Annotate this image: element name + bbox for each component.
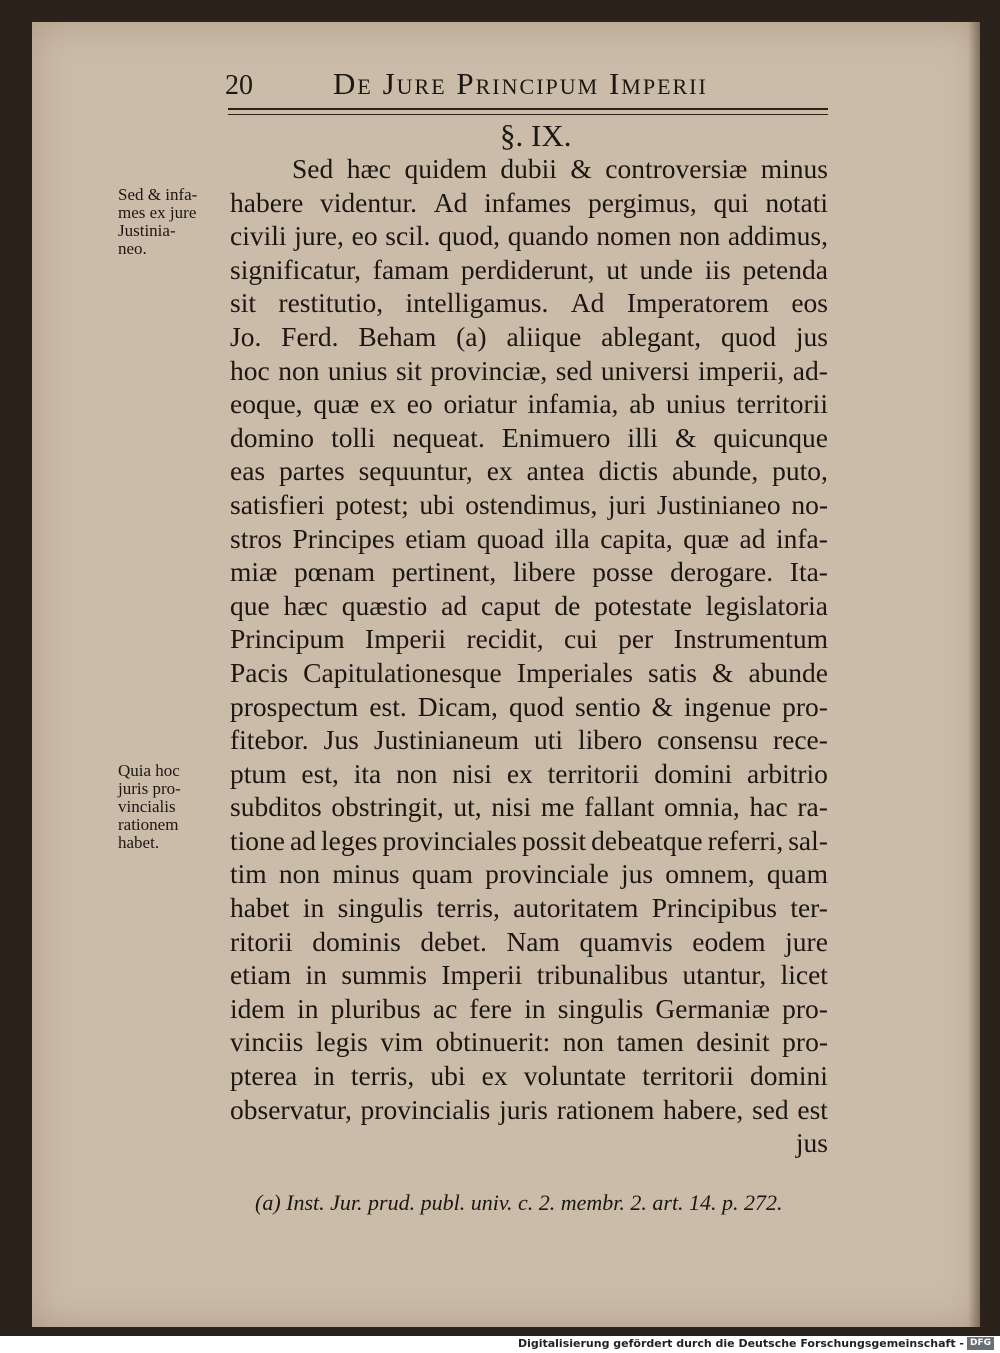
- word: capita,: [600, 522, 673, 554]
- word: sal-: [788, 824, 828, 856]
- footnote: (a) Inst. Jur. prud. publ. univ. c. 2. membr. 2. art. 14. p. 272.: [255, 1190, 783, 1215]
- word: ac: [432, 992, 458, 1024]
- word: est: [797, 1093, 828, 1125]
- word: quod,: [438, 220, 500, 252]
- word: tamen: [616, 1026, 684, 1058]
- text-line: [230, 186, 828, 220]
- word: jure,: [294, 220, 344, 252]
- word: consensu: [657, 724, 758, 756]
- word: unius: [327, 354, 388, 386]
- text-line: [230, 656, 828, 690]
- word: jure: [785, 925, 828, 957]
- word: imperii,: [697, 354, 785, 386]
- word: intelligamus.: [405, 287, 549, 319]
- text-line: [230, 925, 828, 959]
- text-line: [230, 891, 828, 925]
- word: est,: [301, 757, 339, 789]
- word: dubii: [500, 153, 557, 184]
- word: stros: [230, 522, 282, 554]
- word: Ad: [433, 186, 468, 218]
- word: fallant: [584, 791, 655, 823]
- page-edge-shadow: [968, 22, 980, 1327]
- text-line: [230, 320, 828, 354]
- word: abunde,: [671, 455, 759, 487]
- text-line: [230, 454, 828, 488]
- margin-note-line: Justinia-: [118, 221, 176, 240]
- word: ex: [506, 757, 533, 789]
- word: jus: [795, 320, 828, 352]
- word: ablegant,: [601, 320, 702, 352]
- word: habet: [230, 892, 290, 924]
- text-line: [230, 690, 828, 724]
- word: no-: [791, 488, 828, 520]
- word: puto,: [772, 455, 828, 487]
- credit-bar: [0, 1336, 1000, 1353]
- text-line: [230, 555, 828, 589]
- catchword: jus: [795, 1127, 828, 1159]
- text-line: [230, 253, 828, 287]
- word: debeatque: [591, 824, 703, 856]
- word: &: [570, 153, 592, 184]
- word: licet: [780, 959, 828, 991]
- word: sit: [230, 287, 256, 319]
- word: Sed: [292, 153, 334, 184]
- word: Dicam,: [417, 690, 498, 722]
- word: est.: [369, 690, 407, 722]
- word: uti: [533, 724, 563, 756]
- word: rece-: [772, 724, 828, 756]
- credit-text: Digitalisierung gefördert durch die Deutsche Forschungsgemeinschaft -: [517, 1337, 964, 1350]
- margin-note-line: rationem: [118, 815, 179, 834]
- word: Pacis: [230, 656, 289, 688]
- word: petenda: [742, 253, 828, 285]
- word: quod: [508, 690, 564, 722]
- word: dominis: [312, 925, 401, 957]
- word: Ferd.: [281, 320, 339, 352]
- word: eas: [230, 455, 266, 487]
- word: Ad: [570, 287, 605, 319]
- word: idem: [230, 992, 285, 1024]
- word: sit: [395, 354, 422, 386]
- word: controversiæ: [605, 153, 748, 184]
- text-line: [230, 622, 828, 656]
- word: Imperii: [441, 959, 523, 991]
- word: perdiderunt,: [460, 253, 595, 285]
- word: recidit,: [466, 623, 544, 655]
- word: ptum: [230, 757, 287, 789]
- word: tolli: [331, 421, 376, 453]
- word: Principes: [292, 522, 395, 554]
- text-line: [230, 992, 828, 1026]
- word: oriatur: [443, 388, 517, 420]
- word: qui: [713, 186, 749, 218]
- word: in: [313, 1060, 335, 1092]
- word: ex: [369, 388, 396, 420]
- word: Jus: [323, 724, 359, 756]
- word: domini: [654, 757, 733, 789]
- text-line: [230, 723, 828, 757]
- word: Justinianeo: [656, 488, 781, 520]
- word: eoque,: [230, 388, 303, 420]
- word: pergimus,: [587, 186, 697, 218]
- word: etiam: [405, 522, 467, 554]
- word: eo: [406, 388, 433, 420]
- word: libero: [578, 724, 643, 756]
- word: observatur,: [230, 1093, 352, 1125]
- word: utantur,: [682, 959, 767, 991]
- word: infamia,: [527, 388, 619, 420]
- word: territorii: [547, 757, 640, 789]
- word: ita: [353, 757, 382, 789]
- word: Instrumentum: [673, 623, 828, 655]
- word: ingenue: [684, 690, 772, 722]
- word: antea: [526, 455, 585, 487]
- word: illi: [627, 421, 658, 453]
- word: ad: [739, 522, 766, 554]
- word: pluribus: [330, 992, 421, 1024]
- word: sed: [752, 1093, 789, 1125]
- word: territorii: [642, 1060, 734, 1092]
- word: me: [540, 791, 575, 823]
- word: scil.: [385, 220, 431, 252]
- word: pertinent,: [391, 556, 497, 588]
- word: que: [230, 589, 270, 621]
- word: pro-: [782, 690, 828, 722]
- word: satisfieri: [230, 488, 325, 520]
- word: notati: [765, 186, 828, 218]
- word: per: [618, 623, 654, 655]
- word: eodem: [692, 925, 766, 957]
- text-line: [230, 790, 828, 824]
- word: aliique: [506, 320, 582, 352]
- word: provincialis: [360, 1093, 491, 1125]
- word: quidem: [404, 153, 487, 184]
- word: vim: [380, 1026, 424, 1058]
- word: referri,: [707, 824, 784, 856]
- word: fitebor.: [230, 724, 309, 756]
- word: quod: [721, 320, 776, 352]
- word: ad-: [792, 354, 828, 386]
- word: desinit: [696, 1026, 770, 1058]
- word: quæ: [313, 388, 360, 420]
- margin-note-1: [118, 186, 230, 258]
- word: quando: [507, 220, 589, 252]
- word: potestate: [594, 589, 692, 621]
- word: infa-: [775, 522, 828, 554]
- word: ter-: [790, 892, 828, 924]
- word: in: [302, 892, 325, 924]
- word: hæc: [283, 589, 328, 621]
- word: Germaniæ: [655, 992, 770, 1024]
- word: nequeat.: [392, 421, 485, 453]
- text-line: [230, 1059, 828, 1093]
- word: fere: [469, 992, 513, 1024]
- word: non: [562, 1026, 605, 1058]
- word: quoad: [476, 522, 545, 554]
- word: minus: [332, 858, 400, 890]
- body-text: [230, 152, 828, 1160]
- word: ad: [441, 589, 468, 621]
- word: omnem,: [665, 858, 755, 890]
- word: libere: [512, 556, 576, 588]
- word: quamvis: [579, 925, 673, 957]
- word: in: [305, 959, 327, 991]
- word: ubi: [419, 488, 455, 520]
- word: etiam: [230, 959, 292, 991]
- word: Imperiales: [516, 656, 633, 688]
- word: sentio: [574, 690, 641, 722]
- text-line: [230, 757, 828, 791]
- word: Enimuero: [501, 421, 611, 453]
- text-line: [230, 824, 828, 858]
- word: miæ: [230, 556, 278, 588]
- margin-note-line: mes ex jure: [118, 203, 197, 222]
- margin-note-line: habet.: [118, 833, 160, 852]
- word: iis: [704, 253, 731, 285]
- text-line: [230, 354, 828, 388]
- text-line: [230, 958, 828, 992]
- margin-note-2: [118, 762, 230, 852]
- text-line: [230, 589, 828, 623]
- word: jus: [620, 858, 654, 890]
- word: famam: [372, 253, 450, 285]
- page-number: 20: [225, 70, 253, 101]
- word: Nam: [506, 925, 560, 957]
- word: Beham: [358, 320, 437, 352]
- word: domino: [230, 421, 315, 453]
- word: nomen: [596, 220, 672, 252]
- word: caput: [480, 589, 541, 621]
- word: in: [524, 992, 546, 1024]
- word: leges: [321, 824, 378, 856]
- word: territorii: [736, 388, 828, 420]
- word: hæc: [346, 153, 392, 184]
- word: non: [678, 220, 721, 252]
- word: quæ: [683, 522, 730, 554]
- word: dictis: [598, 455, 659, 487]
- word: satis: [648, 656, 697, 688]
- text-line: [230, 488, 828, 522]
- header-rule: [228, 108, 828, 115]
- word: eos: [791, 287, 828, 319]
- word: videntur.: [320, 186, 418, 218]
- word: legis: [315, 1026, 368, 1058]
- word: Ita-: [789, 556, 828, 588]
- word: unde: [639, 253, 693, 285]
- text-line: [230, 219, 828, 253]
- word: rationem: [556, 1093, 655, 1125]
- word: voluntate: [523, 1060, 627, 1092]
- word: domini: [750, 1060, 828, 1092]
- word: ostendimus,: [465, 488, 598, 520]
- word: juri: [608, 488, 647, 520]
- margin-note-line: juris pro-: [118, 779, 181, 798]
- word: &: [674, 421, 697, 453]
- word: ut,: [453, 791, 482, 823]
- word: tim: [230, 858, 267, 890]
- word: quæstio: [341, 589, 428, 621]
- word: ritorii: [230, 925, 293, 957]
- word: non: [278, 354, 320, 386]
- word: quicunque: [713, 421, 828, 453]
- word: Principibus: [651, 892, 777, 924]
- word: omnia,: [664, 791, 740, 823]
- word: eo: [351, 220, 378, 252]
- word: cui: [564, 623, 598, 655]
- word: hac: [749, 791, 788, 823]
- word: provinciale: [485, 858, 609, 890]
- margin-note-line: Sed & infa-: [118, 185, 198, 204]
- word: sed: [555, 354, 593, 386]
- word: derogare.: [670, 556, 774, 588]
- word: possit: [521, 824, 587, 856]
- word: ubi: [430, 1060, 466, 1092]
- text-line: [230, 522, 828, 556]
- text-line: [230, 1093, 828, 1127]
- word: obtinuerit:: [435, 1026, 551, 1058]
- word: nisi: [491, 791, 532, 823]
- word: summis: [341, 959, 427, 991]
- word: prospectum: [230, 690, 359, 722]
- word: provinciales: [382, 824, 517, 856]
- word: pterea: [230, 1060, 298, 1092]
- text-line: [230, 387, 828, 421]
- word: civili: [230, 220, 287, 252]
- word: habere,: [663, 1093, 744, 1125]
- word: Jo.: [230, 320, 262, 352]
- word: non: [396, 757, 438, 789]
- word: obstringit,: [331, 791, 444, 823]
- word: Justinianeum: [373, 724, 519, 756]
- margin-note-line: Quia hoc: [118, 761, 180, 780]
- text-line: [230, 152, 828, 186]
- word: tribunalibus: [536, 959, 669, 991]
- word: ex: [481, 1060, 508, 1092]
- text-line: [230, 857, 828, 891]
- word: singulis: [337, 892, 424, 924]
- word: habere: [230, 186, 304, 218]
- word: unius: [665, 388, 726, 420]
- word: &: [651, 690, 674, 722]
- word: nisi: [452, 757, 492, 789]
- word: universi: [600, 354, 690, 386]
- word: sequuntur,: [358, 455, 473, 487]
- word: partes: [279, 455, 345, 487]
- word: potest;: [335, 488, 409, 520]
- page-header: [225, 66, 825, 106]
- word: Imperatorem: [626, 287, 769, 319]
- text-line: [230, 1025, 828, 1059]
- word: posse: [592, 556, 654, 588]
- dfg-logo: DFG: [967, 1337, 994, 1350]
- section-heading: §. IX.: [500, 118, 572, 153]
- word: Principum: [230, 623, 345, 655]
- word: singulis: [557, 992, 644, 1024]
- word: illa: [554, 522, 590, 554]
- word: Capitulationesque: [303, 656, 502, 688]
- word: vinciis: [230, 1026, 304, 1058]
- word: quam: [411, 858, 473, 890]
- word: arbitrio: [746, 757, 828, 789]
- margin-note-line: vincialis: [118, 797, 176, 816]
- word: juris: [499, 1093, 548, 1125]
- word: Imperii: [365, 623, 446, 655]
- word: tione: [230, 824, 285, 856]
- word: ex: [486, 455, 513, 487]
- text-line: [230, 286, 828, 320]
- word: terris,: [350, 1060, 415, 1092]
- text-line: [230, 421, 828, 455]
- word: quam: [766, 858, 828, 890]
- word: pœnam: [294, 556, 376, 588]
- word: &: [712, 656, 734, 688]
- word: debet.: [420, 925, 487, 957]
- word: (a): [456, 320, 487, 352]
- word: ra-: [797, 791, 828, 823]
- word: pro-: [782, 992, 828, 1024]
- word: de: [554, 589, 581, 621]
- word: legislatoria: [705, 589, 828, 621]
- word: minus: [760, 153, 828, 184]
- margin-note-line: neo.: [118, 239, 147, 258]
- word: pro-: [782, 1026, 828, 1058]
- word: ut: [606, 253, 628, 285]
- word: restitutio,: [278, 287, 384, 319]
- word: infames: [484, 186, 572, 218]
- running-title: De Jure Principum Imperii: [333, 66, 708, 101]
- word: significatur,: [230, 253, 362, 285]
- word: subditos: [230, 791, 322, 823]
- word: provinciæ,: [430, 354, 548, 386]
- word: ad: [290, 824, 316, 856]
- word: hoc: [230, 354, 270, 386]
- word: non: [278, 858, 321, 890]
- word: in: [297, 992, 319, 1024]
- word: ab: [629, 388, 656, 420]
- word: autoritatem: [513, 892, 639, 924]
- word: abunde: [748, 656, 828, 688]
- word: addimus,: [727, 220, 828, 252]
- word: terris,: [436, 892, 500, 924]
